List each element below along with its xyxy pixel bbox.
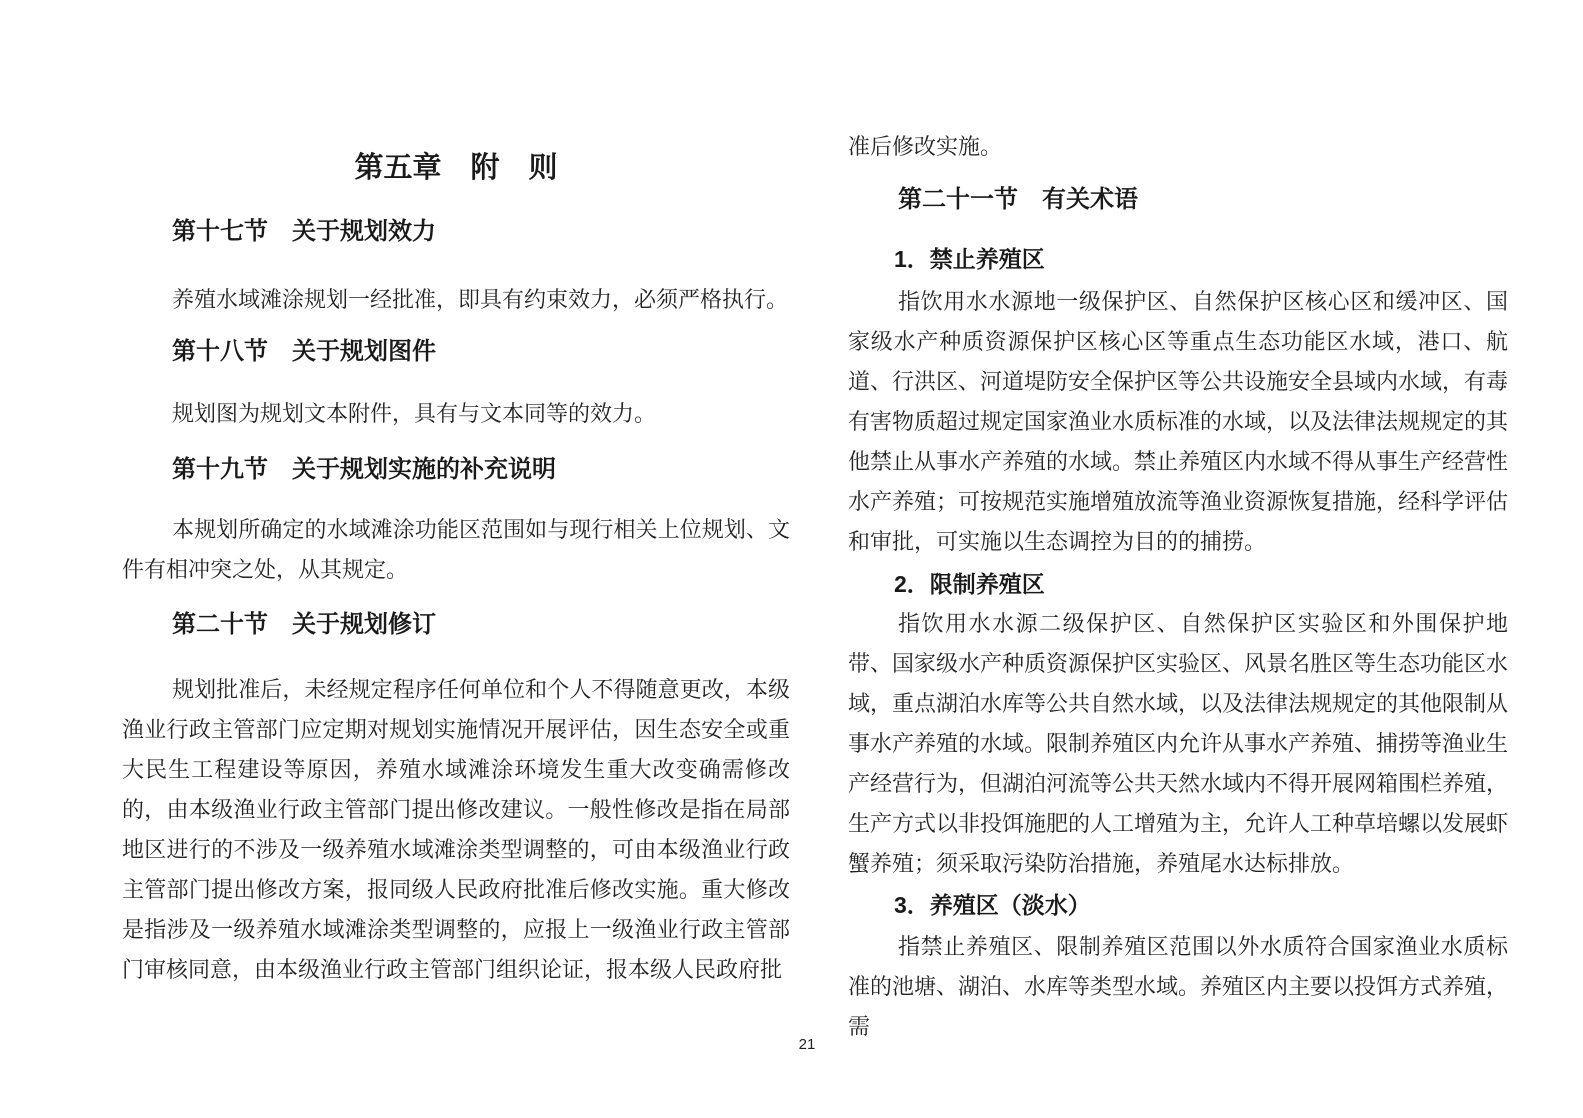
section-17-body: 养殖水域滩涂规划一经批准，即具有约束效力，必须严格执行。 (172, 287, 789, 312)
term-1-definition: 指饮用水水源地一级保护区、自然保护区核心区和缓冲区、国家级水产种质资源保护区核心区等重点生态功能区水域，港口、航道、行洪区、河道堤防安全保护区等公共设施安全县域内水域，有毒有害物质超过规定国家渔业水质标准的水域，以及法律法规规定的其他禁止从事水产养殖的水域。禁止养殖区内水域不得从事生产经营性水产养殖；可按规范实施增殖放流等渔业资源恢复措施，经科学评估和审批，可实施以生态调控为目的的捕捞。 (848, 289, 1509, 554)
section-17-heading: 第十七节 关于规划效力 (172, 218, 436, 245)
continued-paragraph: 准后修改实施。 (848, 134, 1003, 159)
right-column (848, 0, 1508, 1047)
section-21-heading: 第二十一节 有关术语 (898, 186, 1138, 213)
left-column (122, 0, 790, 990)
page-number: 21 (798, 1036, 816, 1053)
section-20-body: 规划批准后，未经规定程序任何单位和个人不得随意更改，本级渔业行政主管部门应定期对规划实施情况开展评估，因生态安全或重大民生工程建设等原因，养殖水域滩涂环境发生重大改变确需修改的，由本级渔业行政主管部门提出修改建议。一般性修改是指在局部地区进行的不涉及一级养殖水域滩涂类型调整的，可由本级渔业行政主管部门提出修改方案，报同级人民政府批准后修改实施。重大修改是指涉及一级养殖水域滩涂类型调整的，应报上一级渔业行政主管部门审核同意，由本级渔业行政主管部门组织论证，报本级人民政府批 (122, 677, 790, 982)
term-2-heading: 2．限制养殖区 (894, 571, 1045, 597)
section-18-heading: 第十八节 关于规划图件 (172, 338, 436, 365)
term-1-heading: 1．禁止养殖区 (894, 246, 1045, 272)
section-19-heading: 第十九节 关于规划实施的补充说明 (172, 456, 556, 483)
section-18-body: 规划图为规划文本附件，具有与文本同等的效力。 (172, 401, 657, 426)
section-20-heading: 第二十节 关于规划修订 (172, 611, 436, 638)
term-3-definition: 指禁止养殖区、限制养殖区范围以外水质符合国家渔业水质标准的池塘、湖泊、水库等类型水域。养殖区内主要以投饵方式养殖，需 (848, 934, 1509, 1039)
section-19-body: 本规划所确定的水域滩涂功能区范围如与现行相关上位规划、文件有相冲突之处，从其规定。 (122, 517, 790, 582)
term-2-definition: 指饮用水水源二级保护区、自然保护区实验区和外围保护地带、国家级水产种质资源保护区实验区、风景名胜区等生态功能区水域，重点湖泊水库等公共自然水域，以及法律法规规定的其他限制从事水产养殖的水域。限制养殖区内允许从事水产养殖、捕捞等渔业生产经营行为，但湖泊河流等公共天然水域内不得开展网箱围栏养殖，生产方式以非投饵施肥的人工增殖为主，允许人工种草培螺以发展虾蟹养殖；须采取污染防治措施，养殖尾水达标排放。 (848, 611, 1509, 876)
chapter-title: 第五章 附 则 (354, 152, 558, 184)
term-3-heading: 3．养殖区（淡水） (894, 892, 1091, 918)
